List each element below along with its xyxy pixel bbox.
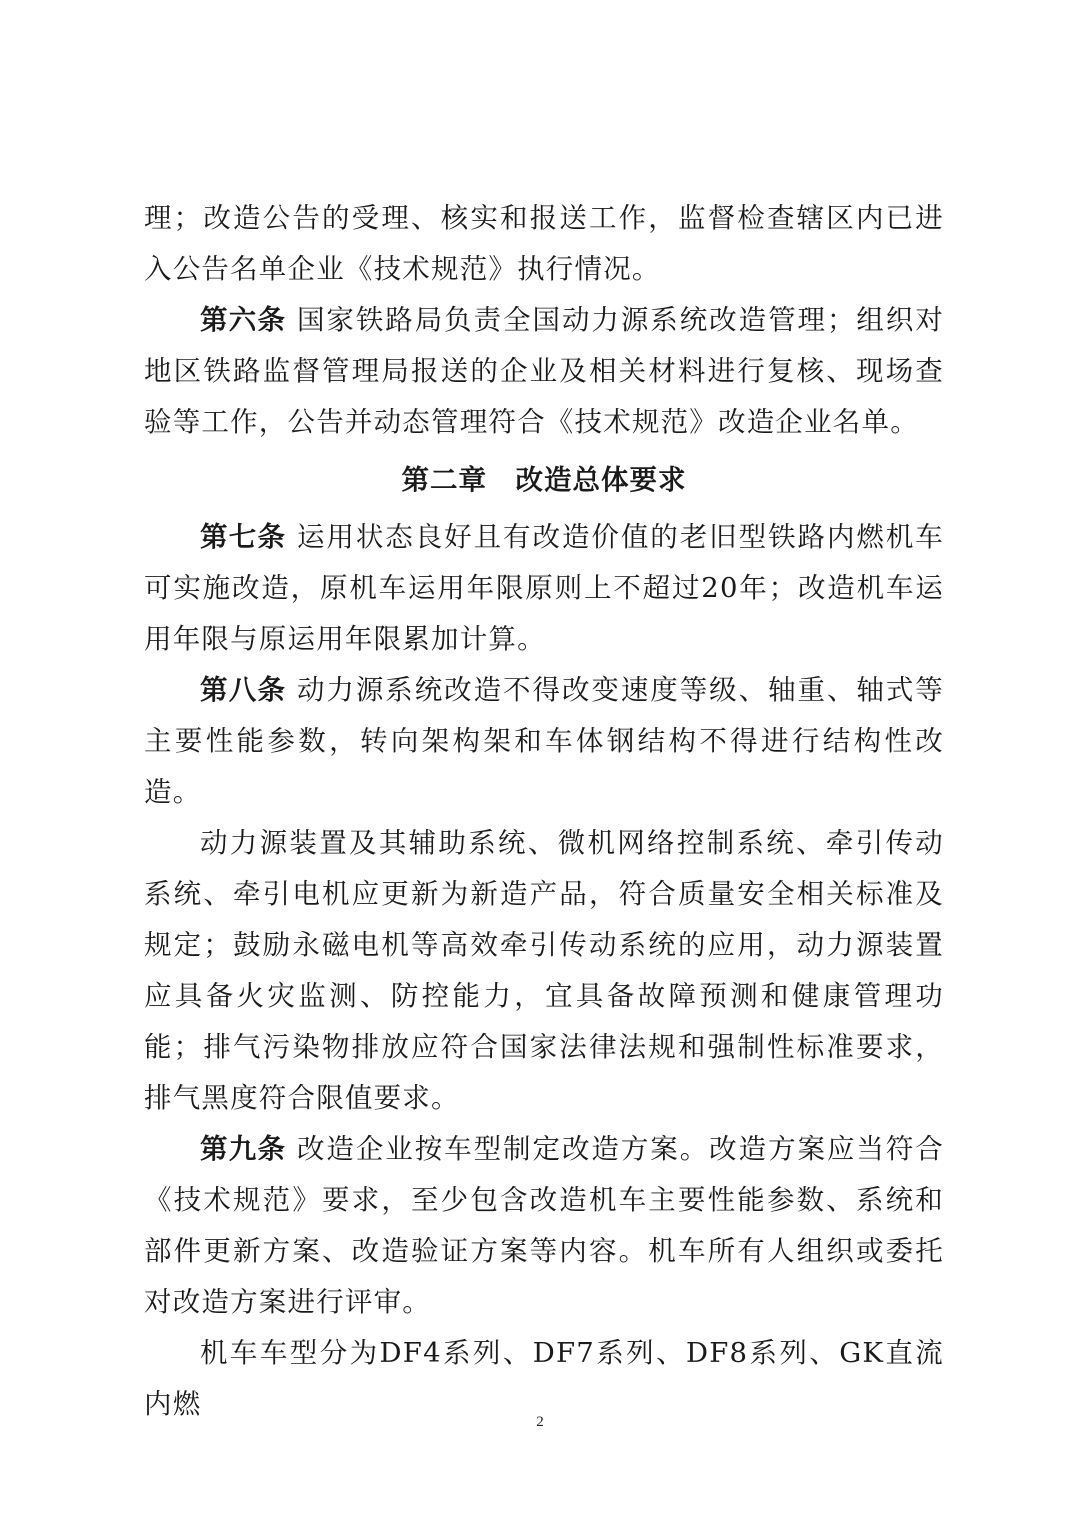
- article-8-paragraph-2: [144, 818, 944, 1124]
- article-text: 国家铁路局负责全国动力源系统改造管理；组织对地区铁路监督管理局报送的企业及相关材料进行复核、现场查验等工作，公告并动态管理符合《技术规范》改造企业名单。: [144, 304, 944, 438]
- page-number: 2: [536, 1414, 544, 1430]
- paragraph-text: 动力源装置及其辅助系统、微机网络控制系统、牵引传动系统、牵引电机应更新为新造产品，符合质量安全相关标准及规定；鼓励永磁电机等高效牵引传动系统的应用，动力源装置应具备火灾监测、防控能力，宜具备故障预测和健康管理功能；排气污染物排放应符合国家法律法规和强制性标准要求，排气黑度符合限值要求。: [144, 827, 944, 1114]
- paragraph-text: 机车车型分为DF4系列、DF7系列、DF8系列、GK直流内燃: [144, 1337, 944, 1420]
- article-9: [144, 1124, 944, 1328]
- paragraph-text: 理；改造公告的受理、核实和报送工作，监督检查辖区内已进入公告名单企业《技术规范》执行情况。: [144, 202, 944, 285]
- article-7: [144, 512, 944, 665]
- article-number: 第九条: [200, 1133, 287, 1165]
- article-number: 第六条: [200, 304, 287, 336]
- article-text: 运用状态良好且有改造价值的老旧型铁路内燃机车可实施改造，原机车运用年限原则上不超过20年；改造机车运用年限与原运用年限累加计算。: [144, 521, 944, 655]
- paragraph-continuation: [144, 193, 944, 295]
- article-number: 第八条: [200, 674, 287, 706]
- article-8: [144, 665, 944, 818]
- article-6: [144, 295, 944, 448]
- article-text: 动力源系统改造不得改变速度等级、轴重、轴式等主要性能参数，转向架构架和车体钢结构不得进行结构性改造。: [144, 674, 944, 808]
- article-number: 第七条: [200, 521, 287, 553]
- article-text: 改造企业按车型制定改造方案。改造方案应当符合《技术规范》要求，至少包含改造机车主要性能参数、系统和部件更新方案、改造验证方案等内容。机车所有人组织或委托对改造方案进行评审。: [144, 1133, 944, 1318]
- page-body: [144, 193, 944, 1430]
- chapter-heading: 第二章 改造总体要求: [401, 464, 687, 496]
